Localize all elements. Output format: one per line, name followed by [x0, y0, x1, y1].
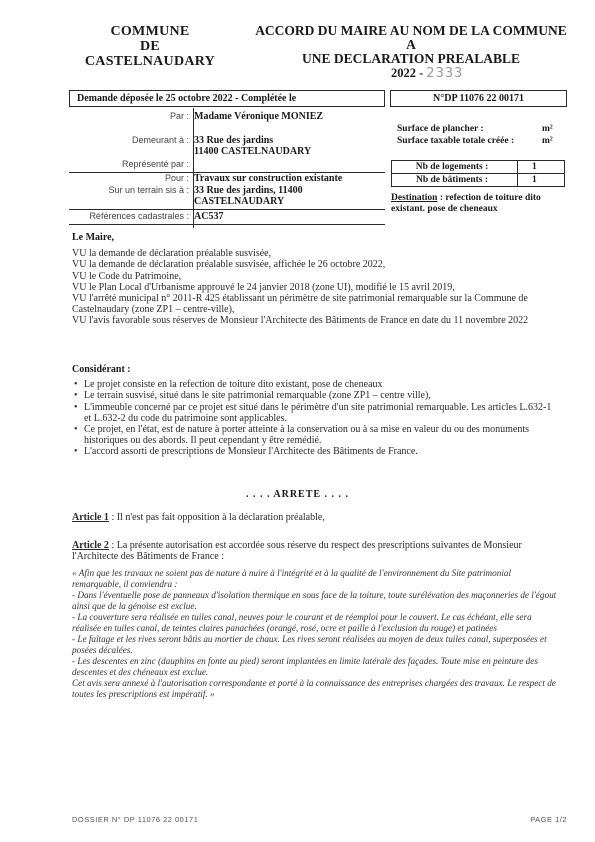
visa-line: VU l'arrêté municipal n° 2011-R 425 établissant un périmètre de site patrimonial remarquable sur la Commune de Castelnaudary (zone ZP1 – centre-ville), — [72, 293, 528, 316]
le-maire-heading: Le Maire, — [72, 232, 115, 243]
field-label: Pour : — [164, 173, 189, 183]
commune-name — [70, 24, 230, 69]
visa-line: VU le Code du Patrimoine, — [72, 270, 182, 282]
considerant-item: • Ce projet, en l'état, est de nature à porter atteinte à la conservation ou à sa mise en valeur du ou des monuments historiques ou des abords. Il peut cependant y être remédié. — [72, 424, 560, 446]
field-label: Références cadastrales : — [89, 211, 189, 221]
prescription-line: « Afin que les travaux ne soient pas de nature à nuire à l'intégrité et à la qualité de l'environnement du Site patrimonial remarquable, il conviendra : — [72, 568, 512, 590]
surface-taxable-label: Surface taxable totale créée : — [397, 136, 515, 146]
considerant-item: • Le projet consiste en la refection de toiture dito existant, pose de cheneaux — [72, 379, 560, 390]
considerant-item: • L'immeuble concerné par ce projet est situé dans le périmètre d'un site patrimonial remarquable. Les articles L.632-1 et L.632-2 du code du patrimoine sont applicables. — [72, 402, 560, 424]
field-label: Demeurant à : — [131, 135, 189, 145]
field-value: AC537 — [194, 211, 224, 222]
document-title-line: ACCORD DU MAIRE AU NOM DE LA COMMUNE A — [255, 23, 567, 52]
commune-line: CASTELNAUDARY — [84, 54, 216, 69]
footer-page: PAGE 1/2 — [530, 815, 567, 824]
prescription-line: - La couverture sera réalisée en tuiles canal, neuves pour le courant et de réemploi pour le couvert. Le cas échéant, elle sera réalisée en tuiles canal, de teintes claires panachées (orangé, rosé, ocre et paille à l'exclusion du rouge) et patinées — [72, 612, 532, 634]
field-label: Représenté par : — [121, 159, 189, 169]
surface-unit: m² — [542, 136, 553, 146]
article-2 — [72, 540, 560, 700]
nb-logements-value: 1 — [532, 162, 537, 172]
abf-prescriptions — [72, 568, 560, 700]
decision-year: 2022 - — [391, 66, 424, 80]
footer-dossier: DOSSIER N° DP 11076 22 00171 — [72, 815, 199, 824]
considerant-item: • Le terrain susvisé, situé dans le site patrimonial remarquable (zone ZP1 – centre ville), — [72, 390, 560, 401]
commune-line: COMMUNE — [110, 24, 190, 39]
field-value: Travaux sur construction existante — [194, 173, 343, 184]
cell-separator — [517, 174, 518, 186]
handwritten-number: 2333 — [426, 66, 464, 81]
article-1 — [72, 512, 560, 523]
surface-unit: m² — [542, 124, 553, 134]
visa-line: VU l'avis favorable sous réserves de Monsieur l'Architecte des Bâtiments de France en date du 11 novembre 2022 — [72, 315, 529, 327]
considerant-list — [72, 379, 560, 457]
nb-batiments-value: 1 — [532, 175, 537, 185]
document-title — [252, 24, 570, 66]
commune-line: DE — [139, 39, 161, 54]
prescription-line: - Les descentes en zinc (dauphins en fonte au pied) seront implantées en limite latérale des façades. Toute mise en peinture des descentes et des chéneaux est exclue. — [72, 656, 538, 678]
field-divider — [69, 224, 385, 225]
dossier-number: N°DP 11076 22 00171 — [390, 90, 567, 107]
field-value: CASTELNAUDARY — [194, 196, 285, 207]
destination — [391, 193, 567, 215]
article-2-text: : La présente autorisation est accordée sous réserve du respect des prescriptions suivantes de Monsieur l'Architecte des Bâtiments de France : — [72, 540, 522, 563]
surface-plancher-label: Surface de plancher : — [397, 124, 484, 134]
article-2-label: Article 2 — [72, 540, 109, 551]
nb-logements — [391, 160, 565, 174]
visa-line: VU la demande de déclaration préalable susvisée, affichée le 26 octobre 2022, — [72, 259, 386, 271]
prescription-line: - Dans l'éventuelle pose de panneaux d'isolation thermique en sous face de la toiture, toute surélévation des maçonneries de l'égout ainsi que de la génoise est exclue. — [72, 590, 557, 612]
article-1-text: : Il n'est pas fait opposition à la déclaration préalable, — [108, 512, 325, 523]
destination-label: Destination — [391, 193, 438, 203]
nb-batiments-label: Nb de bâtiments : — [415, 175, 489, 185]
field-separator — [193, 108, 194, 228]
considerant-item: • L'accord assorti de prescriptions de Monsieur l'Architecte des Bâtiments de France. — [72, 446, 560, 457]
prescription-line: Cet avis sera annexé à l'autorisation correspondante et porté à la connaissance des entreprises chargées des travaux. Le respect de toutes les prescriptions est impératif. » — [72, 678, 556, 700]
nb-batiments — [391, 173, 565, 187]
field-value: Madame Véronique MONIEZ — [194, 111, 324, 122]
visa-line: VU la demande de déclaration préalable susvisée, — [72, 248, 272, 260]
prescription-line: - Le faîtage et les rives seront bâtis au mortier de chaux. Les rives seront réalisées au moyen de deux tuiles canal, superposées et posées décalées. — [72, 634, 547, 656]
article-1-label: Article 1 — [72, 512, 109, 523]
field-divider — [69, 209, 385, 210]
decision-number — [391, 66, 463, 81]
surface-taxable — [397, 136, 562, 146]
field-value: 11400 CASTELNAUDARY — [194, 146, 312, 157]
field-value: 33 Rue des jardins — [194, 135, 274, 146]
field-label: Par : — [169, 111, 189, 121]
cell-separator — [517, 161, 518, 173]
visas-section — [72, 232, 560, 327]
destination-value: : refection de toiture dito existant. pose de cheneaux — [391, 193, 541, 214]
arrete-heading: . . . . ARRETE . . . . — [245, 489, 350, 500]
surface-plancher — [397, 124, 562, 134]
considerant-section — [72, 364, 560, 458]
field-value: 33 Rue des jardins, 11400 — [194, 185, 303, 196]
nb-logements-label: Nb de logements : — [415, 162, 489, 172]
considerant-heading: Considérant : — [72, 364, 131, 375]
demande-bar — [69, 90, 385, 107]
visa-line: VU le Plan Local d'Urbanisme approuvé le 24 janvier 2018 (zone UI), modifié le 15 avril 2019, — [72, 281, 455, 293]
demande-text: Demande déposée le 25 octobre 2022 - Complétée le — [77, 93, 297, 104]
document-title-line: UNE DECLARATION PREALABLE — [301, 51, 521, 66]
field-label: Sur un terrain sis à : — [108, 185, 189, 195]
